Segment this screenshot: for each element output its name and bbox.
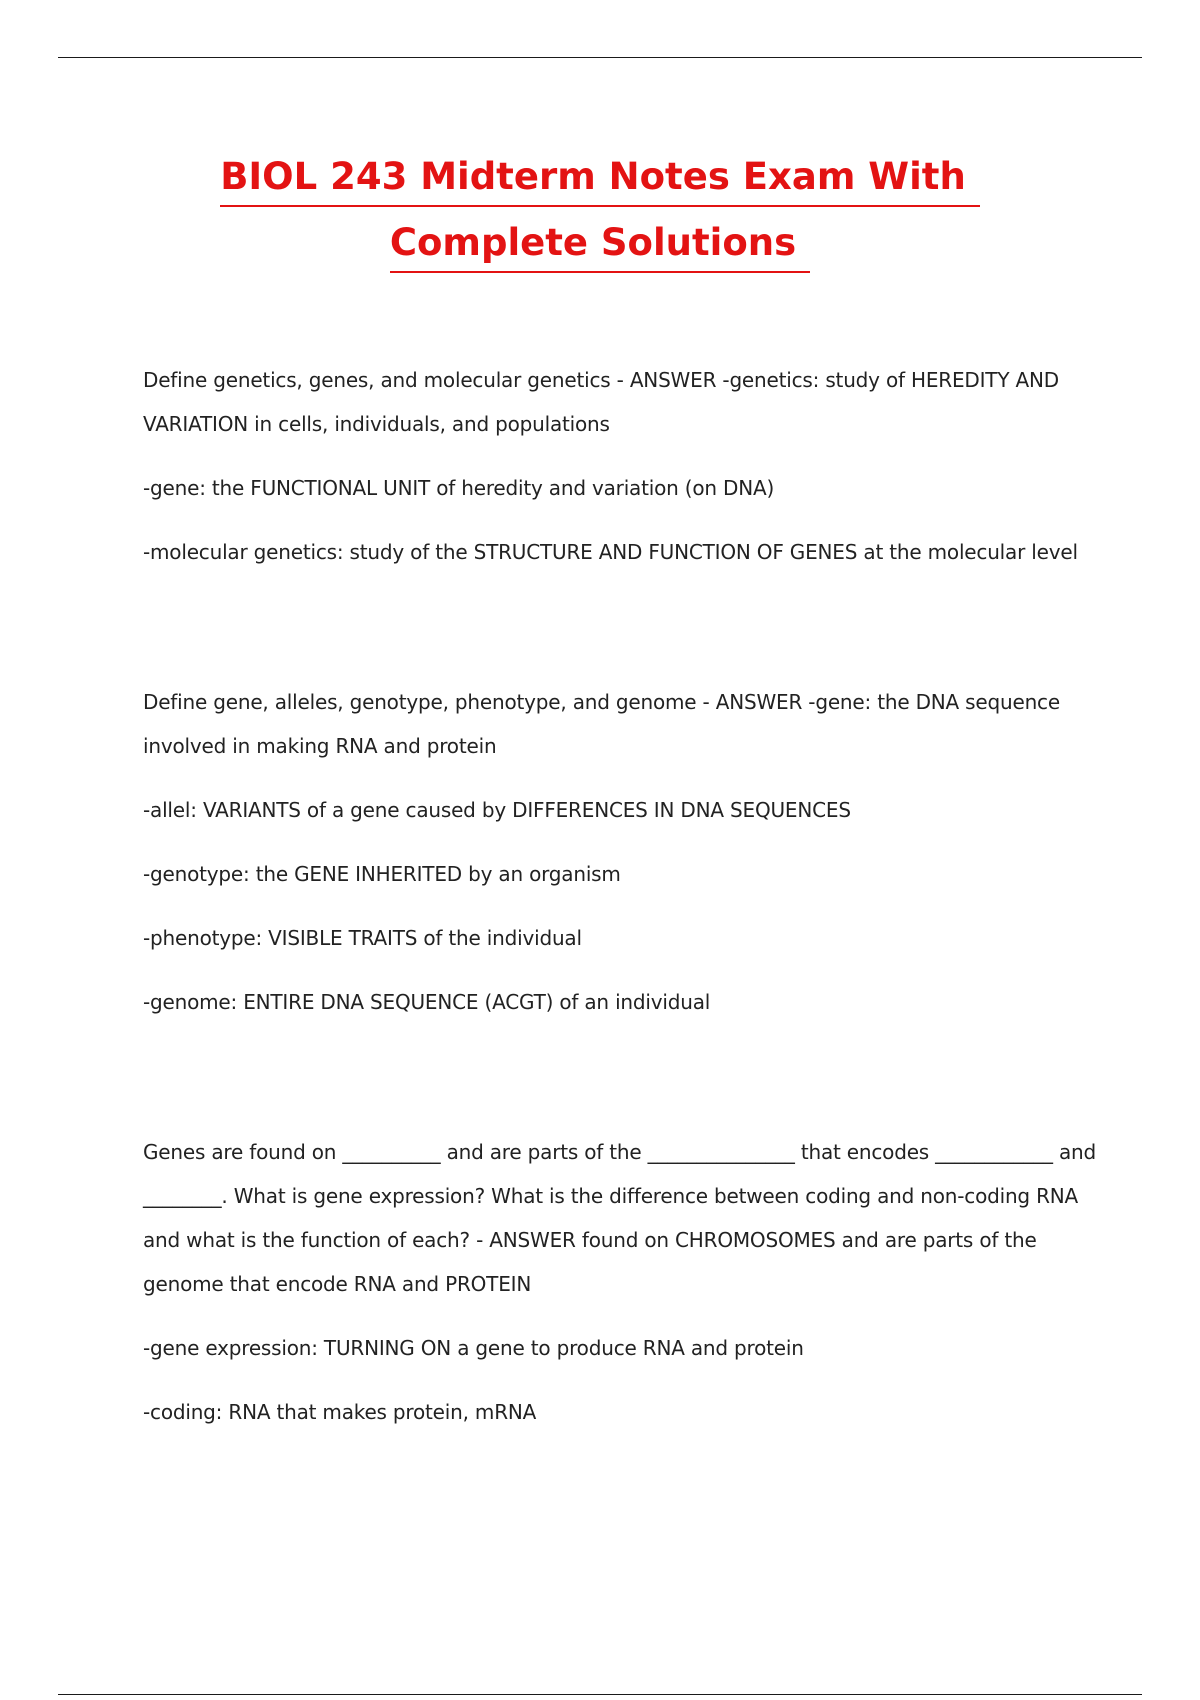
document-title bbox=[0, 144, 1200, 276]
title-line-1: BIOL 243 Midterm Notes Exam With bbox=[220, 149, 980, 207]
answer-line: -gene: the FUNCTIONAL UNIT of heredity and variation (on DNA) bbox=[143, 476, 775, 500]
document-body bbox=[143, 358, 1103, 1540]
question-text: Define gene, alleles, genotype, phenotype, and genome - ANSWER -gene: the DNA sequence involved in making RNA and protein bbox=[143, 690, 1060, 758]
qa-entry-3 bbox=[143, 1130, 1103, 1434]
header-rule bbox=[58, 57, 1142, 58]
answer-line: -genotype: the GENE INHERITED by an organism bbox=[143, 862, 621, 886]
answer-line: -gene expression: TURNING ON a gene to produce RNA and protein bbox=[143, 1336, 804, 1360]
answer-line: -molecular genetics: study of the STRUCTURE AND FUNCTION OF GENES at the molecular level bbox=[143, 540, 1078, 564]
footer-rule bbox=[58, 1694, 1142, 1695]
question-text: Genes are found on __________ and are parts of the _______________ that encodes ____________ and ________. What is gene expression? What is the difference between coding and non-coding RNA and what is the function of each? - ANSWER found on CHROMOSOMES and are parts of the genome that encode RNA and PROTEIN bbox=[143, 1140, 1096, 1296]
answer-line: -coding: RNA that makes protein, mRNA bbox=[143, 1400, 537, 1424]
title-line-2: Complete Solutions bbox=[390, 215, 810, 273]
qa-entry-2 bbox=[143, 680, 1103, 1024]
answer-line: -allel: VARIANTS of a gene caused by DIFFERENCES IN DNA SEQUENCES bbox=[143, 798, 851, 822]
qa-entry-1 bbox=[143, 358, 1103, 574]
answer-line: -genome: ENTIRE DNA SEQUENCE (ACGT) of an individual bbox=[143, 990, 711, 1014]
answer-line: -phenotype: VISIBLE TRAITS of the individual bbox=[143, 926, 582, 950]
question-text: Define genetics, genes, and molecular genetics - ANSWER -genetics: study of HEREDITY AND VARIATION in cells, individuals, and populations bbox=[143, 368, 1059, 436]
